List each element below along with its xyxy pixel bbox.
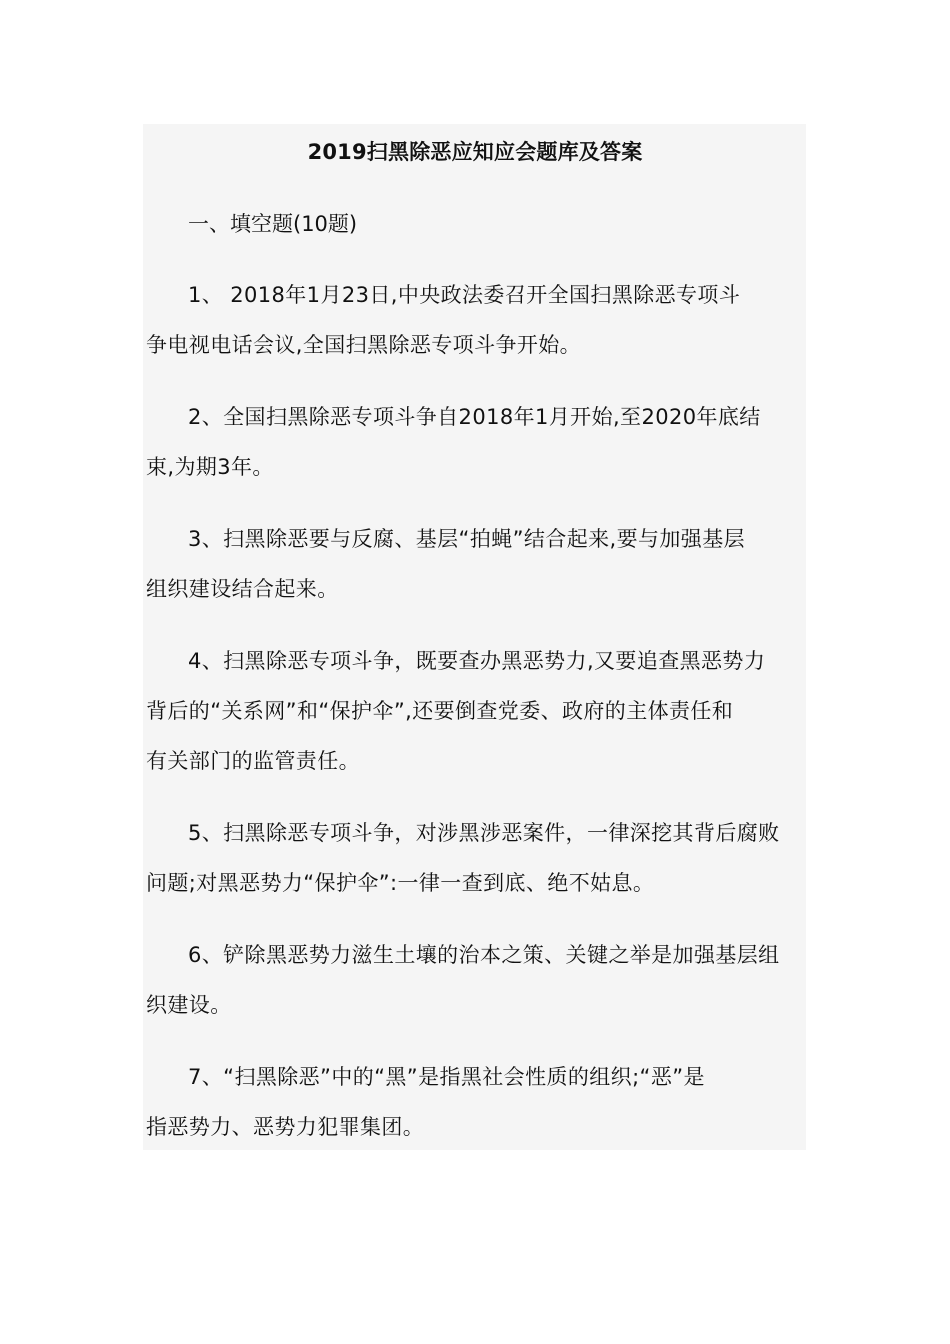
question-3-line-2: 组织建设结合起来。: [146, 577, 339, 601]
question-6-line-2: 织建设。: [146, 993, 232, 1017]
section-heading-fill-in-blank: 一、填空题(10题): [188, 212, 358, 236]
question-4-line-2: 背后的“关系网”和“保护伞”,还要倒查党委、政府的主体责任和: [146, 699, 734, 723]
question-4-line-1: 4、扫黑除恶专项斗争，既要查办黑恶势力,又要追查黑恶势力: [188, 649, 766, 673]
question-1-line-1: 1、 2018年1月23日,中央政法委召开全国扫黑除恶专项斗: [188, 283, 741, 307]
question-5-line-2: 问题;对黑恶势力“保护伞”:一律一查到底、绝不姑息。: [146, 871, 655, 895]
question-4-line-3: 有关部门的监管责任。: [146, 749, 360, 773]
question-3-line-1: 3、扫黑除恶要与反腐、基层“拍蝇”结合起来,要与加强基层: [188, 527, 745, 551]
question-2-line-1: 2、全国扫黑除恶专项斗争自2018年1月开始,至2020年底结: [188, 405, 761, 429]
question-7-line-2: 指恶势力、恶势力犯罪集团。: [146, 1115, 425, 1139]
question-7-line-1: 7、“扫黑除恶”中的“黑”是指黑社会性质的组织;“恶”是: [188, 1065, 705, 1089]
document-title: 2019扫黑除恶应知应会题库及答案: [307, 140, 643, 164]
question-6-line-1: 6、铲除黑恶势力滋生土壤的治本之策、关键之举是加强基层组: [188, 943, 780, 967]
question-5-line-1: 5、扫黑除恶专项斗争，对涉黑涉恶案件，一律深挖其背后腐败: [188, 821, 780, 845]
question-2-line-2: 束,为期3年。: [146, 455, 274, 479]
question-1-line-2: 争电视电话会议,全国扫黑除恶专项斗争开始。: [146, 333, 582, 357]
